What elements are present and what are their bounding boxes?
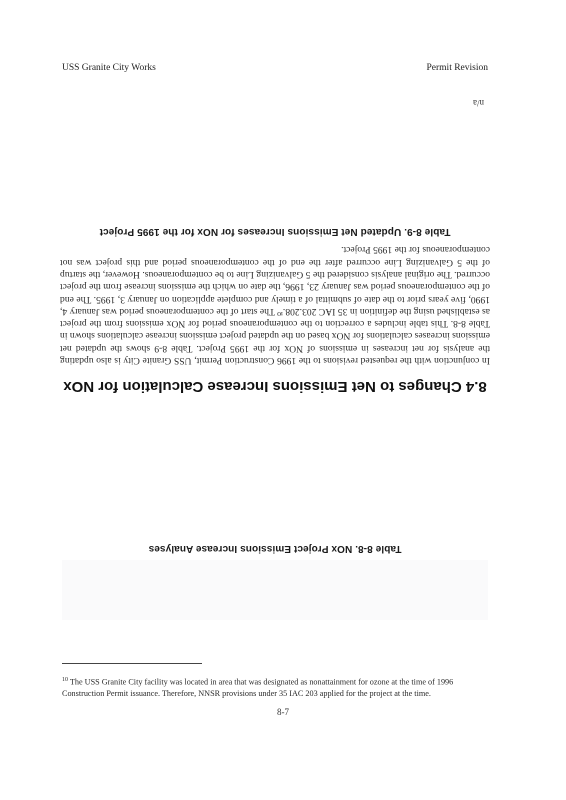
table-8-8-title: Table 8-8. NOx Project Emissions Increase Analyses	[148, 543, 402, 554]
page-tag: n/a	[473, 98, 484, 108]
footnote-rule	[62, 663, 202, 664]
header-right: Permit Revision	[426, 63, 488, 73]
section-8-4-block	[60, 243, 490, 395]
table-8-8-area	[62, 560, 488, 620]
footnote-text: The USS Granite City facility was located in area that was designated as nonattainment for ozone at the time of 1996 Construction Permit issuance. Therefore, NNSR provisions under 35 IAC 203 applied for the project at the time.	[62, 677, 454, 699]
header-left: USS Granite City Works	[62, 63, 156, 73]
table-8-9-title: Table 8-9. Updated Net Emissions Increases for NOx for the 1995 Project	[99, 226, 451, 237]
footnote	[62, 675, 492, 700]
table-8-8-title-block	[60, 543, 490, 554]
footnote-marker: 10	[62, 677, 68, 683]
section-paragraph: In conjunction with the requested revisions to the 1996 Construction Permit, USS Granite City is also updating the analysis for net increases in emissions of NOx for the 1995 Project. Table 8-9 shows the updated net emissions increases calculations for NOx based on the updated project emissions increase calculations shown in Table 8-8. This table includes a correction to the contemporaneous period for NOx emissions from the project as established using the definition in 35 IAC 203.208.ⁱ⁰ The start of the contemporaneous period was January 4, 1990, five years prior to the date of submittal of a timely and complete application on January 3, 1995. The end of the contemporaneous period was January 23, 1996, the date on which the emissions increase from the project occurred. The original analysis considered the 5 Galvanizing Line to be contemporaneous. However, the startup of the 5 Galvanizing Line occurred after the end of the contemporaneous period and this project was not contemporaneous for the 1995 Project.	[59, 244, 490, 366]
table-8-9-title-block	[60, 226, 490, 237]
section-heading: 8.4 Changes to Net Emissions Increase Calculation for NOx	[63, 377, 487, 395]
page-number: 8-7	[277, 707, 289, 717]
